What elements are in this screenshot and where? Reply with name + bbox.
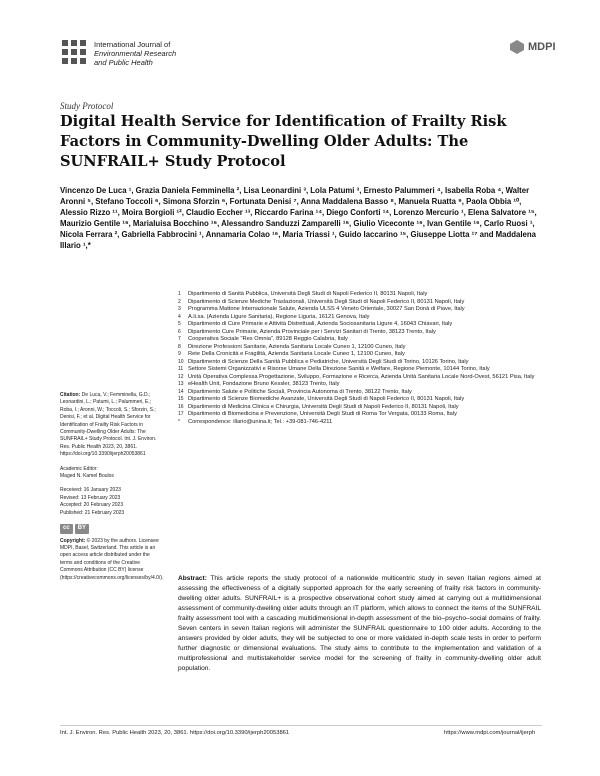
affiliation-number: 16 xyxy=(178,403,184,410)
affiliation-number: 12 xyxy=(178,373,184,380)
footer-citation: Int. J. Environ. Res. Public Health 2023, 20, 3861. https://doi.org/10.3390/ijerph20053861 xyxy=(60,730,290,736)
affiliation-number: 14 xyxy=(178,388,184,395)
affiliation-text: Correspondence: illario@unina.it; Tel.: +39-081-746-4211 xyxy=(188,418,333,425)
affiliation-item xyxy=(178,381,548,389)
published-date: Published: 21 February 2023 xyxy=(60,509,125,516)
author-list: Vincenzo De Luca ¹, Grazia Daniela Femminella ², Lisa Leonardini ³, Lola Patumi ³, Ernesto Palummeri ⁴, Isabella Roba ⁴, Walter Aronni ⁵, Stefano Toccoli ⁶, Simona Sforzin ⁶, Fortunata Denisi ⁷, Anna Maddalena Basso ⁸, Manuela Ruatta ⁹, Paola Obbia ¹⁰, Alessio Rizzo ¹¹, Moira Borgioli ¹², Claudio Eccher ¹³, Riccardo Farina ¹⁴, Diego Conforti ¹⁴, Lorenzo Mercurio ¹, Elena Salvatore ¹⁵, Maurizio Gentile ¹⁶, Marialuisa Bocchino ¹⁶, Alessandro Sanduzzi Zamparelli ¹⁶, Giulio Viceconte ¹⁶, Ivan Gentile ¹⁶, Carlo Ruosi ¹, Nicola Ferrara ², Gabriella Fabbrocini ¹, Annamaria Colao ¹⁶, Maria Triassi ¹, Guido Iaccarino ¹⁵, Giuseppe Liotta ¹⁷ and Maddalena Illario ¹,* xyxy=(60,186,537,250)
affiliation-number: 9 xyxy=(178,351,181,357)
cc-license-badge[interactable] xyxy=(60,524,89,533)
affiliation-item xyxy=(178,329,548,337)
revised-date: Revised: 13 February 2023 xyxy=(60,494,121,501)
article-title: Digital Health Service for Identification of Frailty Risk Factors in Community-Dwelling Older Adults: The SUNFRAIL+ Study Protocol xyxy=(60,113,507,170)
affiliation-item xyxy=(178,396,548,404)
journal-line-3: and Public Health xyxy=(94,58,153,67)
affiliation-number: * xyxy=(178,418,180,425)
affiliation-text: Dipartimento di Scienze Mediche Traslazionali, Università Degli Studi di Napoli Federico II, 80131 Napoli, Italy xyxy=(188,298,465,305)
affiliation-item xyxy=(178,404,548,412)
affiliation-item xyxy=(178,299,548,307)
affiliation-text: Dipartimento di Scienze Della Sanità Pubblica e Pediatriche, Università Degli Studi di Torino, 10126 Torino, Italy xyxy=(188,358,469,365)
mdpi-icon xyxy=(510,40,524,54)
affiliation-text: Dipartimento Cure Primarie, Azienda Provinciale per i Servizi Sanitari di Trento, 38123 Trento, Italy xyxy=(188,328,436,335)
journal-logo-icon xyxy=(60,38,88,66)
affiliation-number: 6 xyxy=(178,328,181,335)
article-type: Study Protocol xyxy=(60,101,114,111)
article-sidebar xyxy=(60,392,162,589)
affiliation-item xyxy=(178,374,548,382)
journal-line-1: International Journal of xyxy=(94,40,171,49)
affiliation-item xyxy=(178,336,548,344)
accepted-date: Accepted: 20 February 2023 xyxy=(60,502,124,509)
affiliation-number: 8 xyxy=(178,343,181,350)
cc-badge-part: cc xyxy=(60,524,73,533)
footer-journal-url[interactable]: https://www.mdpi.com/journal/ijerph xyxy=(444,730,536,736)
publisher-logo xyxy=(510,40,556,54)
citation-block xyxy=(60,392,162,459)
copyright-block xyxy=(60,538,162,582)
affiliation-number: 2 xyxy=(178,298,181,305)
affiliation-number: 7 xyxy=(178,336,181,342)
affiliation-text: Dipartimento Salute e Politiche Sociali, Provincia Autonoma di Trento, 38122 Trento, Italy xyxy=(188,388,412,395)
journal-line-2: Environmental Research xyxy=(94,49,177,58)
affiliation-item xyxy=(178,351,548,359)
affiliation-text: Dipartimento di Biomedicina e Prevenzione, Università Degli Studi di Roma Tor Vergata, 00133 Roma, Italy xyxy=(188,411,457,417)
affiliation-number: 1 xyxy=(178,291,181,297)
abstract-text: This article reports the study protocol of a nationwide multicentric study in seven Italian regions aimed at assessing the effectiveness of a digitally supported approach for the early screening of frailty risk factors in community-dwelling older adults. SUNFRAIL+ is a prospective observational cohort study aimed at carrying out a multidimensional assessment of community-dwelling older adults through an IT platform, which allows to connect the items of the SUNFRAIL frailty assessment tool with a cascading multidimensional in-depth assessment of the bio–psycho–social domains of frailty. Seven centers in seven Italian regions will administer the SUNFRAIL questionnaire to 100 older adults. According to the answers provided by older adults, they will be subjected to one or more validated in-depth scale tests in order to perform further diagnostic or dimensional evaluations. The study aims to contribute to the implementation and validation of a multiprofessional and multistakeholder service model for the screening of frailty in community-dwelling older adult population. xyxy=(178,575,542,673)
affiliation-item xyxy=(178,344,548,352)
affiliation-item xyxy=(178,291,548,299)
affiliation-text: Programma Mattone Internazionale Salute, Azienda ULSS 4 Veneto Orientale, 30027 San Donà di Piave, Italy xyxy=(188,306,465,312)
journal-name xyxy=(94,40,234,67)
received-date: Received: 16 January 2023 xyxy=(60,487,121,494)
affiliation-number: 13 xyxy=(178,381,184,387)
affiliation-text: Rete Della Cronicità e Fragilità, Azienda Sanitaria Locale Cuneo 1, 12100 Cuneo, Italy xyxy=(188,351,405,357)
affiliation-number: 3 xyxy=(178,306,181,312)
abstract xyxy=(178,574,541,674)
abstract-label: Abstract: xyxy=(178,575,207,582)
dates-block xyxy=(60,487,162,517)
academic-editor-block xyxy=(60,466,162,481)
affiliation-number: 11 xyxy=(178,366,184,372)
editor-name: Maged N. Kamel Boulos xyxy=(60,473,114,480)
affiliation-item xyxy=(178,359,548,367)
affiliation-number: 15 xyxy=(178,396,184,402)
affiliation-item xyxy=(178,389,548,397)
affiliation-text: Cooperativa Sociale "Res Omnia", 89128 Reggio Calabria, Italy xyxy=(188,336,348,342)
affiliation-number: 5 xyxy=(178,321,181,327)
affiliation-number: 17 xyxy=(178,411,184,417)
affiliation-number: 4 xyxy=(178,313,181,320)
affiliation-text: eHealth Unit, Fondazione Bruno Kessler, 38123 Trento, Italy xyxy=(188,381,340,387)
citation-label: Citation: xyxy=(60,392,81,398)
affiliation-text: Unità Operativa Complessa Progettazione, Sviluppo, Formazione e Ricerca, Azienda Unità Sanitaria Locale Nord-Ovest, 56121 Pisa, Italy xyxy=(188,373,535,380)
by-badge-part: BY xyxy=(75,524,89,533)
affiliation-text: Dipartimento di Cure Primarie e Attività Distrettuali, Azienda Sociosanitaria Ligure 4, 16043 Chiavari, Italy xyxy=(188,321,453,327)
copyright-text: © 2023 by the authors. Licensee MDPI, Basel, Switzerland. This article is an open access article distributed under the terms and conditions of the Creative Commons Attribution (CC BY) license (https://creativecommons.org/licenses/by/4.0/). xyxy=(60,537,164,581)
affiliation-item xyxy=(178,419,548,427)
affiliation-item xyxy=(178,411,548,419)
affiliation-number: 10 xyxy=(178,358,184,365)
affiliation-item xyxy=(178,321,548,329)
affiliation-text: Dipartimento di Scienze Biomediche Avanzate, Università Degli Studi di Napoli Federico II, 80131 Napoli, Italy xyxy=(188,396,465,402)
affiliation-text: Direzione Professioni Sanitarie, Azienda Sanitaria Locale Cuneo 1, 12100 Cuneo, Italy xyxy=(188,343,406,350)
affiliation-text: Settore Sistemi Organizzativi e Risorse Umane Della Direzione Sanità e Welfare, Regione Piemonte, 10144 Torino, Italy xyxy=(188,366,490,372)
publisher-name: MDPI xyxy=(528,41,556,53)
copyright-label: Copyright: xyxy=(60,537,86,544)
footer-divider xyxy=(60,725,542,726)
affiliation-item xyxy=(178,366,548,374)
affiliations-list xyxy=(178,291,548,426)
affiliation-text: Dipartimento di Sanità Pubblica, Università Degli Studi di Napoli Federico II, 80131 Napoli, Italy xyxy=(188,291,428,297)
affiliation-item xyxy=(178,306,548,314)
editor-label: Academic Editor: xyxy=(60,465,98,472)
affiliation-text: A.li.sa. (Azienda Ligure Sanitaria), Regione Liguria, 16121 Genova, Italy xyxy=(188,313,370,320)
affiliation-item xyxy=(178,314,548,322)
citation-text: De Luca, V.; Femminella, G.D.; Leonardini, L.; Patumi, L.; Palummeri, E.; Roba, I.; Aronni, W.; Toccoli, S.; Sforzin, S.; Denisi, F.; et al. Digital Health Service for Identification of Frailty Risk Factors in Community-Dwelling Older Adults: The SUNFRAIL+ Study Protocol. Int. J. Environ. Res. Public Health 2023, 20, 3861. https://doi.org/10.3390/ijerph20053861 xyxy=(60,392,157,458)
affiliation-text: Dipartimento di Medicina Clinica e Chirurgia, Università Degli Studi di Napoli Federico II, 80131 Napoli, Italy xyxy=(188,403,459,410)
